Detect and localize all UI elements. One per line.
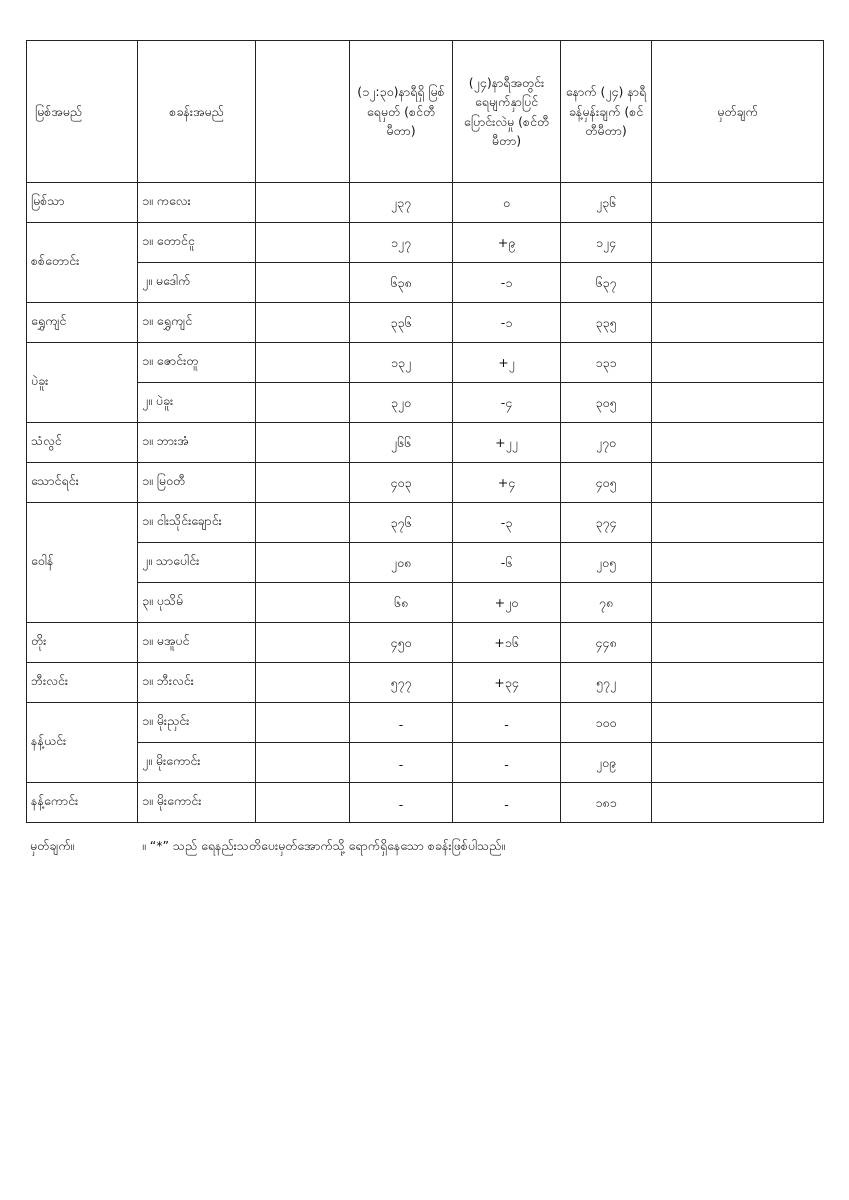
water-level-header: (၁၂:၃၀)နာရီရှိ မြစ်ရေမှတ် (စင်တီမီတာ) (350, 41, 453, 183)
water-level-cell-value: ၆၈ (393, 595, 409, 610)
level-change-cell-value: +၂၂ (495, 435, 518, 450)
level-change-cell-value: +၄ (497, 475, 516, 490)
level-change-cell (453, 783, 561, 823)
forecast-cell-value: ၃၀၅ (595, 395, 617, 410)
forecast-cell (561, 223, 652, 263)
level-change-cell-value: ၀ (502, 195, 511, 210)
level-change-cell-value: +၉ (497, 235, 516, 250)
level-change-cell (453, 583, 561, 623)
blank-cell (256, 743, 350, 783)
forecast-cell (561, 623, 652, 663)
table-row (27, 663, 824, 703)
remarks-cell (652, 423, 824, 463)
station-name-cell: ၁။ ဘားအံ (138, 423, 256, 463)
level-change-cell (453, 383, 561, 423)
forecast-cell (561, 383, 652, 423)
table-body (27, 183, 824, 823)
forecast-cell (561, 263, 652, 303)
level-change-cell-value: -၆ (500, 555, 513, 570)
forecast-cell (561, 303, 652, 343)
blank-cell (256, 343, 350, 383)
station-name-cell: ၁။ ကလေး (138, 183, 256, 223)
water-level-cell-value: - (398, 797, 404, 812)
table-row (27, 183, 824, 223)
table-row (27, 383, 824, 423)
table-row (27, 463, 824, 503)
forecast-cell (561, 423, 652, 463)
remarks-cell (652, 663, 824, 703)
table-row (27, 743, 824, 783)
table-row (27, 543, 824, 583)
table-row (27, 783, 824, 823)
water-level-cell-value: ၁၂၇ (390, 235, 412, 250)
forecast-cell-value: ၂၀၅ (595, 555, 617, 570)
remarks-cell (652, 343, 824, 383)
river-name-cell: သောင်ရင်း (27, 463, 138, 503)
forecast-cell (561, 543, 652, 583)
station-name-cell: ၁။ မိုးကောင်း (138, 783, 256, 823)
station-name-cell: ၁။ မြဝတီ (138, 463, 256, 503)
station-name-cell: ၂။ မဒေါက် (138, 263, 256, 303)
station-name-cell: ၁။ မအူပင် (138, 623, 256, 663)
water-level-cell (350, 423, 453, 463)
forecast-cell (561, 703, 652, 743)
header-row (27, 41, 824, 183)
station-name-cell: ၂။ သာပေါင်း (138, 543, 256, 583)
water-level-cell-value: - (398, 717, 404, 732)
remarks-cell (652, 183, 824, 223)
river-name-cell: ရွှေကျင် (27, 303, 138, 343)
forecast-cell-value: ၁၀၀ (595, 715, 617, 730)
blank-header (256, 41, 350, 183)
level-change-cell-value: +၂၀ (494, 595, 519, 610)
remarks-cell (652, 783, 824, 823)
blank-cell (256, 623, 350, 663)
blank-cell (256, 223, 350, 263)
level-change-cell (453, 423, 561, 463)
level-change-cell (453, 663, 561, 703)
blank-cell (256, 303, 350, 343)
blank-cell (256, 703, 350, 743)
remarks-header: မှတ်ချက် (652, 41, 824, 183)
station-name-cell: ၂။ မိုးကောင်း (138, 743, 256, 783)
blank-cell (256, 383, 350, 423)
station-name-cell: ၁။ မိုးညှင်း (138, 703, 256, 743)
water-level-cell-value: ၁၃၂ (390, 355, 412, 370)
remarks-cell (652, 223, 824, 263)
water-level-cell (350, 463, 453, 503)
forecast-cell (561, 743, 652, 783)
level-change-cell (453, 743, 561, 783)
forecast-cell-value: ၂၃၆ (595, 195, 617, 210)
level-change-cell (453, 343, 561, 383)
station-name-header: စခန်းအမည် (138, 41, 256, 183)
table-row (27, 223, 824, 263)
forecast-cell (561, 583, 652, 623)
forecast-cell-value: ၆၃၇ (595, 275, 617, 290)
forecast-header: နောက် (၂၄) နာရီ ခန့်မှန်းချက် (စင်တီမီတာ) (561, 41, 652, 183)
river-name-cell: စစ်တောင်း (27, 223, 138, 303)
water-level-cell (350, 343, 453, 383)
station-name-cell: ၁။ ဇောင်းတူ (138, 343, 256, 383)
water-level-cell-value: ၃၂၀ (390, 395, 412, 410)
table-row (27, 303, 824, 343)
level-change-cell-value: +၂ (498, 355, 515, 370)
level-change-cell-value: -၁ (500, 315, 513, 330)
river-name-cell: တိုး (27, 623, 138, 663)
river-name-cell: နန့်ယင်း (27, 703, 138, 783)
water-level-cell (350, 743, 453, 783)
footnote-label: မှတ်ချက်။ (30, 838, 75, 853)
table-row (27, 343, 824, 383)
forecast-cell-value: ၄၄၈ (595, 635, 617, 650)
table-row (27, 503, 824, 543)
forecast-cell-value: ၂၇၀ (595, 435, 617, 450)
level-change-cell-value: - (504, 717, 509, 732)
water-level-cell (350, 503, 453, 543)
river-name-cell: ဝေါန် (27, 503, 138, 623)
water-level-cell-value: ၂၃၇ (390, 195, 412, 210)
level-change-cell (453, 303, 561, 343)
water-level-cell (350, 223, 453, 263)
forecast-cell (561, 783, 652, 823)
water-level-cell (350, 703, 453, 743)
remarks-cell (652, 543, 824, 583)
level-change-cell-value: -၁ (500, 275, 513, 290)
river-level-table (26, 40, 824, 823)
station-name-cell: ၃။ ပုသိမ် (138, 583, 256, 623)
station-name-cell: ၁။ ဘီးလင်း (138, 663, 256, 703)
forecast-cell-value: ၁၈၁ (595, 795, 617, 810)
water-level-cell-value: ၄၀၃ (390, 475, 412, 490)
forecast-cell (561, 343, 652, 383)
river-name-cell: မြစ်သာ (27, 183, 138, 223)
forecast-cell (561, 183, 652, 223)
level-change-cell-value: - (504, 757, 509, 772)
blank-cell (256, 543, 350, 583)
forecast-cell-value: ၃၃၅ (595, 315, 617, 330)
water-level-cell-value: ၃၃၆ (390, 315, 412, 330)
water-level-cell (350, 623, 453, 663)
forecast-cell-value: ၇၈ (598, 595, 614, 610)
water-level-cell (350, 663, 453, 703)
table-row (27, 623, 824, 663)
level-change-cell (453, 503, 561, 543)
river-name-cell: ဘီးလင်း (27, 663, 138, 703)
forecast-cell-value: ၄၀၅ (595, 475, 617, 490)
table-row (27, 263, 824, 303)
remarks-cell (652, 583, 824, 623)
water-level-cell (350, 783, 453, 823)
forecast-cell-value: ၃၇၄ (595, 515, 617, 530)
forecast-cell (561, 663, 652, 703)
water-level-cell (350, 303, 453, 343)
blank-cell (256, 663, 350, 703)
remarks-cell (652, 743, 824, 783)
remarks-cell (652, 703, 824, 743)
river-name-cell: ပဲခူး (27, 343, 138, 423)
water-level-cell-value: ၆၃၈ (390, 275, 412, 290)
water-level-cell-value: - (398, 757, 404, 772)
level-change-cell (453, 223, 561, 263)
river-name-header: မြစ်အမည် (27, 41, 138, 183)
table-row (27, 703, 824, 743)
level-change-cell (453, 183, 561, 223)
level-change-cell-value: -၄ (500, 395, 513, 410)
remarks-cell (652, 303, 824, 343)
water-level-cell-value: ၅၇၇ (390, 675, 412, 690)
remarks-cell (652, 503, 824, 543)
station-name-cell: ၁။ တောင်ငူ (138, 223, 256, 263)
remarks-cell (652, 263, 824, 303)
remarks-cell (652, 463, 824, 503)
blank-cell (256, 263, 350, 303)
blank-cell (256, 783, 350, 823)
blank-cell (256, 583, 350, 623)
water-level-cell (350, 183, 453, 223)
level-change-cell (453, 623, 561, 663)
water-level-cell-value: ၃၇၆ (390, 515, 412, 530)
water-level-cell-value: ၂၀၈ (390, 555, 412, 570)
blank-cell (256, 463, 350, 503)
table-row (27, 423, 824, 463)
level-change-cell (453, 703, 561, 743)
blank-cell (256, 423, 350, 463)
blank-cell (256, 503, 350, 543)
station-name-cell: ၁။ ငါးသိုင်းချောင်း (138, 503, 256, 543)
water-level-cell (350, 263, 453, 303)
water-level-cell-value: ၂၆၆ (390, 435, 412, 450)
water-level-cell (350, 543, 453, 583)
water-level-cell (350, 583, 453, 623)
table-row (27, 583, 824, 623)
water-level-cell (350, 383, 453, 423)
river-name-cell: သံလွင် (27, 423, 138, 463)
level-change-cell-value: +၁၆ (494, 635, 519, 650)
water-level-cell-value: ၄၅၀ (390, 635, 412, 650)
remarks-cell (652, 623, 824, 663)
level-change-cell-value: - (504, 797, 509, 812)
level-change-cell (453, 463, 561, 503)
level-change-header: (၂၄)နာရီအတွင်း ရေမျက်နှာပြင် ပြောင်းလဲမှု (စင်တီမီတာ) (453, 41, 561, 183)
blank-cell (256, 183, 350, 223)
forecast-cell-value: ၁၂၄ (595, 235, 617, 250)
level-change-cell (453, 263, 561, 303)
forecast-cell-value: ၁၃၁ (595, 355, 617, 370)
forecast-cell-value: ၂၀၉ (595, 755, 617, 770)
station-name-cell: ၁။ ရွှေကျင် (138, 303, 256, 343)
forecast-cell-value: ၅၇၂ (595, 675, 617, 690)
level-change-cell (453, 543, 561, 583)
remarks-cell (652, 383, 824, 423)
river-name-cell: နန့်ကောင်း (27, 783, 138, 823)
station-name-cell: ၂။ ပဲခူး (138, 383, 256, 423)
level-change-cell-value: -၃ (500, 515, 513, 530)
footnote-text: ။ “*” သည် ရေနည်းသတိပေးမှတ်အောက်သို့ ရောက်ရှိနေသော စခန်းဖြစ်ပါသည်။ (142, 838, 506, 853)
forecast-cell (561, 463, 652, 503)
level-change-cell-value: +၃၄ (494, 675, 519, 690)
forecast-cell (561, 503, 652, 543)
